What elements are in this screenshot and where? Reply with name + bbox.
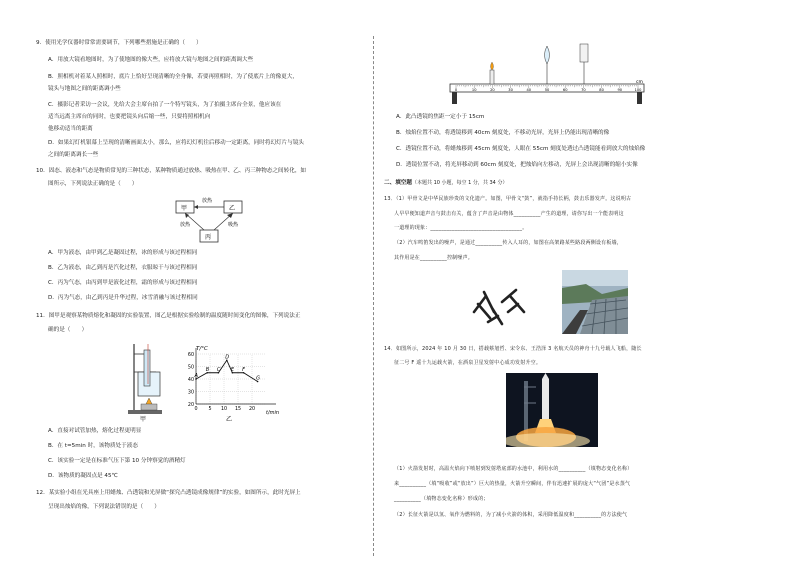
diagram-label-jia: 甲 (181, 205, 188, 212)
chart-xlabel: t/min (266, 410, 280, 416)
q11-stem-line2: 确的是（ ） (48, 327, 88, 333)
q9-stem: 9．使用光学仪器时常常需要调节，下列哪些措施是正确的（ ） (36, 40, 202, 46)
q9-option-c-line1: C．摄影记者采访一会议，先给大会主席台拍了一个特写镜头，为了拍摄主席台全景，他应该在 (48, 102, 282, 108)
chart-y-tick-label: 30 (187, 390, 194, 396)
diagram-label-bing: 丙 (205, 234, 212, 241)
figure-label-jia: 甲 (140, 416, 147, 422)
section-note: 本题共 10 小题，每空 1 分，共 34 分 (417, 180, 503, 186)
q11-option-a: A．直接对试管加热，熔化过程更明显 (48, 428, 142, 434)
q10-stem-line1: 10．固态、液态和气态是物质常见的三种状态，某种物质通过放热、吸热在甲、乙、丙三种物态之间转化，如 (36, 168, 307, 174)
chart-y-tick-label: 50 (187, 365, 194, 371)
chart-point-label: A (194, 373, 198, 379)
section-title: 二、填空题（本题共 10 小题，每空 1 分，共 34 分） (384, 180, 508, 186)
q13-line2: 人早早便知道声音与鼓击有关，蕴含了声音是由物体__________产生的道理，请你写出一个能表明这 (394, 211, 624, 217)
chart-point-label: E (230, 366, 235, 373)
chart-ylabel: T/°C (196, 346, 208, 352)
bench-tick-label: 20 (490, 88, 495, 93)
section-title-text: 二、填空题 (384, 180, 412, 186)
oracle-bone-drum-character (468, 282, 530, 330)
candle (490, 62, 494, 84)
q13-line5: 其作用是在__________控制噪声。 (394, 255, 474, 261)
diagram-arrow-top-label: 放热 (202, 198, 213, 204)
chart-point-label: D (225, 354, 230, 361)
chart-y-tick-label: 60 (187, 352, 194, 358)
bench-tick-label: 60 (562, 88, 568, 93)
q9-option-b-line1: B．照相机对着某人照相时，底片上恰好呈现清晰的全身像，若要再照相时，为了使底片上的像更大， (48, 74, 298, 80)
q9-option-a: A．用放大镜看地图时，为了使地图的像大些，应将放大镜与地图之间的距离调大些 (48, 57, 254, 63)
q11-stem-line1: 11．图甲是观察某物质熔化和凝固的实验装置，图乙是根据实验绘制的温度随时间变化的图像，下列说法正 (36, 313, 301, 319)
chart-x-tick-label: 20 (248, 407, 256, 412)
q11-option-d: D．该物质的凝固点是 45℃ (48, 473, 118, 479)
q9-option-b-line2: 镜头与地图之间的距离调小些 (48, 86, 121, 92)
q9-option-c-line3: 他移动适当的距离 (48, 126, 93, 132)
q11-option-c: C．该实验一定是在标准气压下第 10 分钟察觉的酒精灯 (48, 458, 186, 464)
q14-line2: 征二号 F 遥十九运载火箭，在酒泉卫星发射中心成功发射升空。 (394, 360, 542, 366)
chart-point-label: C (216, 366, 221, 373)
diagram-arrow-left-label: 放热 (180, 222, 191, 228)
q10-option-b: B．乙为液态，由乙到丙是汽化过程，衣服晾干与该过程相同 (48, 265, 198, 271)
q12-stem-line1: 12．某实验小组在光具座上用蜡烛、凸透镜和光屏做“探究凸透镜成像规律”的实验，如图所示，此时光屏上 (36, 490, 301, 496)
chart-point-label: G (256, 375, 260, 382)
q10-stem-line2: 图所示，下列说法正确的是（ ） (48, 181, 138, 187)
q12-stem-line2: 呈现出烛焰的像，下列说法错误的是（ ） (48, 504, 160, 510)
chart-y-tick-label: 20 (187, 402, 194, 408)
q14-line1: 14．如图所示，2024 年 10 月 30 日，搭载蔡旭哲、宋令东、王浩泽 3 名航天员的神舟十九号载人飞船，随长 (384, 346, 642, 352)
q14-fill-line3: __________（填物态变化名称）形成的； (394, 496, 489, 502)
q14-fill-line1: （1）火箭发射时，高温火焰向下喷射到发射塔底部的水池中，利用水的__________（填物态变化名称） (394, 466, 633, 472)
bench-tick-label: 10 (471, 88, 477, 93)
column-fold-line (373, 36, 374, 556)
chart-y-tick-label: 40 (187, 377, 194, 383)
bench-tick-label: 0 (454, 88, 458, 93)
bench-tick-label: 90 (617, 88, 623, 93)
q13-line3: 一道理的现象：__________________________________。 (394, 225, 528, 231)
convex-lens (545, 46, 550, 84)
q12-option-a: A．此凸透镜的焦距一定小于 15cm (396, 114, 485, 120)
optical-bench-figure (448, 40, 648, 106)
q13-line1: 13．（1）甲骨文是中华民族珍贵的文化遗产。如图，甲骨文“鼓”，就指手持长柄，鼓击乐器发声。这说明古 (384, 196, 632, 202)
bench-tick-label: 30 (508, 88, 513, 93)
chart-x-tick-label: 15 (234, 407, 242, 412)
q14-fill-line4: （2）长征火箭是以氢、氧作为燃料的，为了减小火箭的体积，采用降低温度和__________的方法使气 (394, 512, 628, 518)
q14-fill-line2: 来__________（填“吸收”或“放出”）巨大的热量，火箭升空瞬间，伴有迅速扩展的庞大“气团”是水蒸气 (394, 481, 631, 487)
q10-option-a: A．甲为液态，由甲到乙是凝固过程，冰的形成与该过程相同 (48, 250, 198, 256)
q12-option-d: D．透镜位置不动，将光屏移动到 60cm 刻度处，把烛焰向左移动，光屏上会出现清晰的缩小实像 (396, 162, 638, 168)
bench-tick-label: 70 (581, 88, 586, 93)
chart-point-label: F (242, 366, 245, 373)
q13-line4: （2）汽车鸣笛发出的噪声，是通过__________传入人耳的，如图在高架路某些路段两侧设有板墙， (394, 240, 622, 246)
diagram-arrow-right-label: 吸热 (228, 222, 239, 228)
rocket-launch-photo (506, 373, 598, 447)
bench-tick-label: 80 (599, 88, 604, 93)
light-screen (580, 44, 588, 84)
noise-barrier-photo (562, 270, 628, 334)
q12-option-c: C．透镜位置不动，将蜡烛移到 45cm 刻度处，人眼在 55cm 刻度处透过凸透镜能看到放大的烛焰像 (396, 146, 646, 152)
q11-option-b: B．在 t=5min 时，该物质处于液态 (48, 443, 138, 449)
diagram-label-yi: 乙 (229, 205, 236, 212)
chart-x-tick-label: 0 (194, 407, 198, 412)
chart-x-tick-label: 10 (220, 407, 228, 412)
q10-option-c: C．丙为气态，由丙到甲是液化过程，霜的形成与该过程相同 (48, 280, 198, 286)
chart-point-label: B (205, 366, 210, 373)
bench-tick-label: 40 (526, 88, 532, 93)
heating-apparatus-figure (126, 340, 170, 422)
q9-option-c-line2: 适当远离主席台的同时，也要把镜头向后缩一些，只要将照相机向 (48, 114, 211, 120)
state-change-diagram (170, 193, 250, 245)
bench-unit: cm (636, 80, 643, 85)
temperature-time-chart (178, 342, 282, 422)
q9-option-d-line2: 之间的距离调长一些 (48, 152, 99, 158)
chart-x-tick-label: 5 (208, 407, 212, 412)
q12-option-b: B．烛焰位置不动，将透镜移到 40cm 刻度处，不移动光屏，光屏上仍能出现清晰的像 (396, 130, 610, 136)
bench-tick-label: 50 (544, 88, 550, 93)
q10-option-d: D．丙为气态，由乙到丙是升华过程，冰雪消融与该过程相同 (48, 295, 198, 301)
figure-label-yi: 乙 (226, 416, 233, 422)
bench-tick-label: 100 (634, 88, 642, 93)
q9-option-d-line1: D．如果幻灯机银幕上呈现的清晰画面太小，那么，应将幻灯机往后移动一定距离，同时将幻灯片与镜头 (48, 140, 305, 146)
